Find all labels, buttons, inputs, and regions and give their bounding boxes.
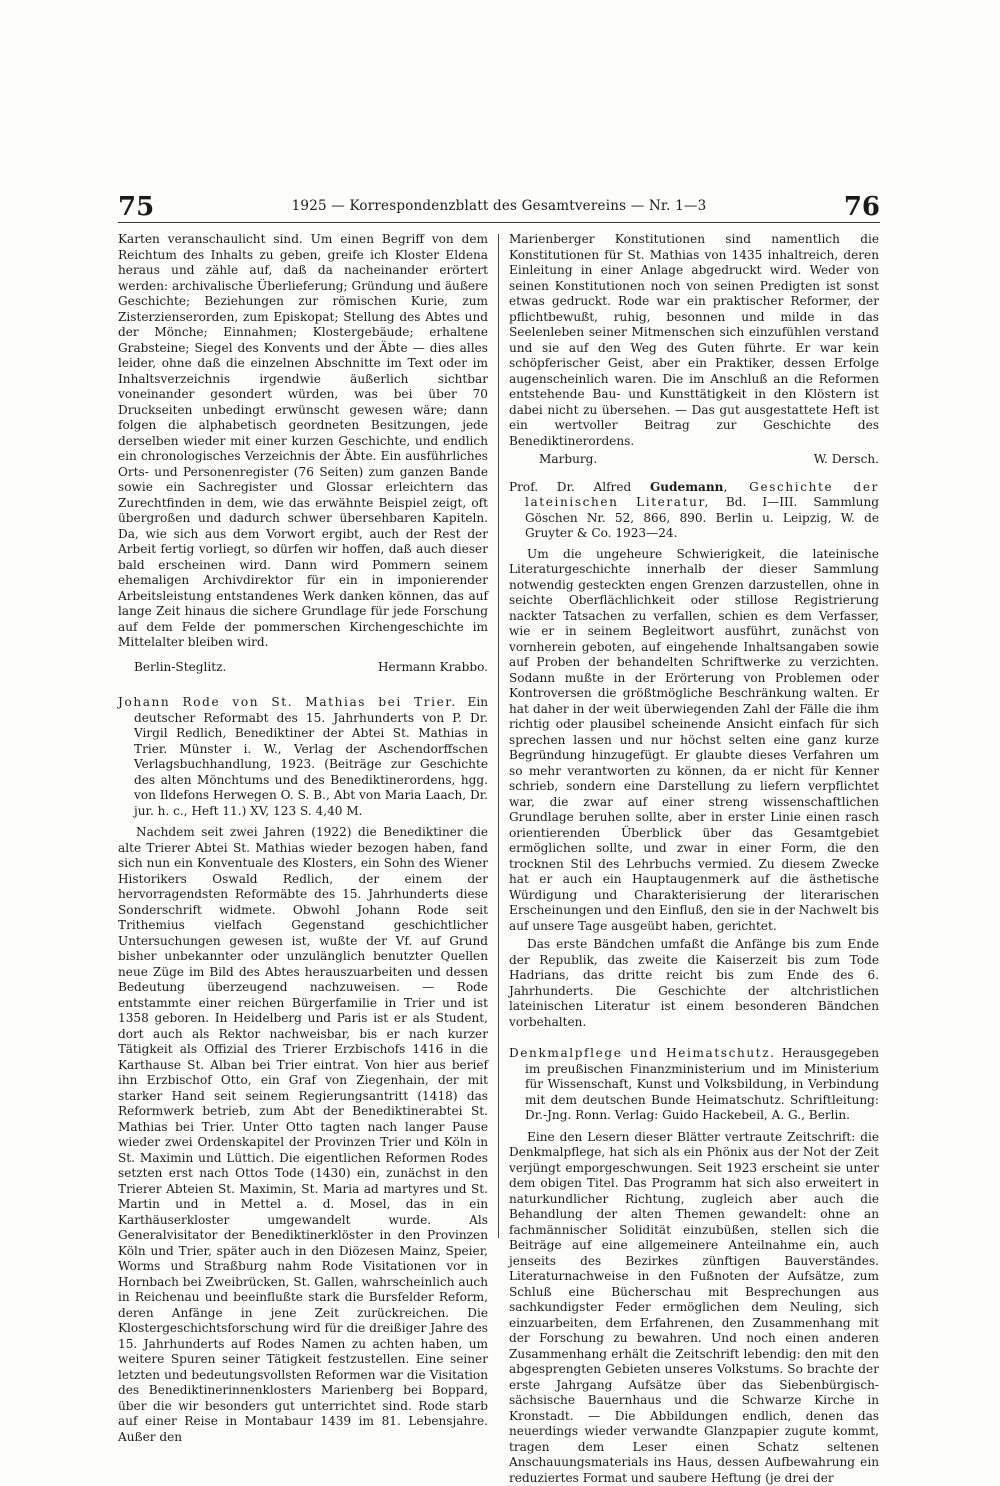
paragraph: Nachdem seit zwei Jahren (1922) die Benediktiner die alte Trierer Abtei St. Mathias wieder bezogen haben, fand sich nun ein Konventuale des Klosters, ein Sohn des Wiener Historikers Oswald Redlich, der einem der hervorragendsten Reformäbte des 15. Jahrhunderts diese Sonderschrift widmete. Obwohl Johann Rode seit Trithemius vielfach Gegenstand geschichtlicher Untersuchungen gewesen ist, wußte der Vf. auf Grund bisher unbekannter oder unzulänglich benutzter Quellen neue Züge im Bild des Abtes herauszuarbeiten und dessen Bedeutung überzeugend nachzuweisen. — Rode entstammte einer reichen Bürgerfamilie in Trier und ist 1358 geboren. In Heidelberg und Paris ist er als Student, dort auch als Rektor nachweisbar, bis er nach kurzer Tätigkeit als Offizial des Trierer Erzbischofs 1416 in die Karthause St. Alban bei Trier eintrat. Von hier aus berief ihn Erzbischof Otto, ein Graf von Ziegenhain, der mit starker Hand seit seinem Regierungsantritt (1418) das Reformwerk betrieb, zum Abt der Benediktinerabtei St. Mathias bei Trier. Unter Otto tagten nach langer Pause wieder zwei Ordenskapitel der Provinzen Trier und Köln in St. Maximin und Lüttich. Die eigentlichen Reformen Rodes setzten erst nach Ottos Tode (1430) ein, zunächst in den Trierer Abteien St. Maximin, St. Maria ad martyres und St. Martin und in Mettel a. d. Mosel, das in ein Karthäuserkloster umgewandelt wurde. Als Generalvisitator der Benediktinerklöster in den Provinzen Köln und Trier, später auch in den Diözesen Mainz, Speier, Worms und Straßburg nahm Rode Visitationen vor in Hornbach bei Zweibrücken, St. Gallen, wahrscheinlich auch in Reichenau und beeinflußte stark die Bursfelder Reform, deren Anfänge in jene Zeit zurückreichen. Die Klostergeschichtsforschung wird für die dreißiger Jahre des 15. Jahrhunderts auf Rodes Namen zu achten haben, um weitere Spuren seiner Tätigkeit festzustellen. Eine seiner letzten und bedeutungsvollsten Reformen war die Visitation des Benediktinerinnenklosters Marienberg bei Boppard, über die wir besonders gut unterrichtet sind. Rode starb auf einer Reise in Montabaur 1439 im 81. Lebensjahre. Außer den [118,825,488,1445]
review-bibliography: Ein deutscher Reformabt des 15. Jahrhunderts von P. Dr. Virgil Redlich, Benediktiner der Abtei St. Mathias in Trier. Münster i. W., Verlag der Aschendorffschen Verlagsbuchhandlung, 1923. (Beiträge zur Geschichte des alten Mönchtums und des Benediktinerordens, hgg. von Ildefons Herwegen O. S. B., Abt von Maria Laach, Dr. jur. h. c., Heft 11.) XV, 123 S. 4,40 M. [134,695,488,818]
right-column [509,232,879,1486]
header-rule [118,222,880,223]
review-heading [118,695,488,819]
signature [539,452,879,468]
paragraph: Eine den Lesern dieser Blätter vertraute Zeitschrift: die Denkmalpflege, hat sich als ein Phönix aus der Not der Zeit verjüngt emporgeschwungen. Seit 1923 erscheint sie unter dem obigen Titel. Das Programm hat sich also erweitert in naturkundlicher Richtung, zugleich aber auch die Behandlung der alten Themen gewandelt: ohne an fachmännischer Solidität einzubüßen, stellen sich die Beiträge auf eine allgemeinere Anteilnahme ein, auch jenseits des Bezirkes zünftigen Bauverständes. Literaturnachweise in den Fußnoten der Aufsätze, zum Schluß eine Bücherschau mit Besprechungen aus sachkundigster Feder ermöglichen dem Neuling, sich einzuarbeiten, dem Erfahrenen, den Zusammenhang mit der Forschung zu bewahren. Und noch einen anderen Zusammenhang erhält die Zeitschrift lebendig: den mit den abgesprengten Gebieten unseres Volkstums. So brachte der erste Jahrgang Aufsätze über das Siebenbürgisch-sächsische Bauernhaus und die Schwarze Kirche in Kronstadt. — Die Abbildungen endlich, denen das neuerdings wieder verwandte Glanzpapier zugute kommt, tragen dem Leser einen Schatz seltenen Anschauungsmaterials ins Haus, dessen Aufbewahrung ein reduziertes Format und saubere Heftung (je drei der [509,1130,879,1486]
column-divider [498,234,499,1238]
signature-name: W. Dersch. [814,452,879,468]
signature-name: Hermann Krabbo. [378,660,488,676]
running-title: 1925 — Korrespondenzblatt des Gesamtvereins — Nr. 1—3 [118,196,880,216]
review-title: Denkmalpflege und Heimatschutz. [509,1046,776,1060]
signature [134,660,488,676]
paragraph: Karten veranschaulicht sind. Um einen Begriff von dem Reichtum des Inhalts zu geben, greife ich Kloster Eldena heraus und zähle auf, daß da nacheinander erörtert werden: archivalische Überlieferung; Gründung und äußere Geschichte; Beziehungen zur römischen Kurie, zum Zisterzienserorden, zum Episkopat; Stellung des Abtes und der Mönche; Einnahmen; Klostergebäude; erhaltene Grabsteine; Siegel des Konvents und der Äbte — dies alles leider, ohne daß die einzelnen Abschnitte im Text oder im Inhaltsverzeichnis irgendwie äußerlich sichtbar voneinander gesondert würden, was bei über 70 Druckseiten unbedingt erwünscht gewesen wäre; dann folgen die alphabetisch geordneten Besitzungen, jede derselben wieder mit einer kurzen Geschichte, und endlich ein chronologisches Verzeichnis der Äbte. Ein ausführliches Orts- und Personenregister (76 Seiten) zum ganzen Bande sowie ein Sachregister und Glossar erleichtern das Zurechtfinden in dem, wie das erwähnte Beispiel zeigt, oft übergroßen und dadurch schwer übersehbaren Kapiteln. Da, wie sich aus dem Vorwort ergibt, auch der Rest der Arbeit fertig vorliegt, so dürfen wir hoffen, daß auch dieser bald erscheinen wird. Dann wird Pommern seinem ehemaligen Archivdirektor für ein in imponierender Arbeitsleistung entstandenes Werk danken können, das auf lange Zeit hinaus die sichere Grundlage für jede Forschung auf dem Felde der pommerschen Kirchengeschichte im Mittelalter bleiben wird. [118,232,488,651]
review-author: Gudemann [650,480,724,494]
review-title: Johann Rode von St. Mathias bei Trier. [118,695,457,709]
left-column [118,232,488,1445]
review-heading [509,480,879,542]
page-number-left: 75 [118,192,154,222]
page-number-right: 76 [844,192,880,222]
review-bibliography: Herausgegeben im preußischen Finanzministerium und im Ministerium für Wissenschaft, Kunst und Volksbildung, in Verbindung mit dem deutschen Bunde Heimatschutz. Schriftleitung: Dr.-Jng. Ronn. Verlag: Guido Hackebeil, A. G., Berlin. [525,1046,879,1122]
paragraph: Das erste Bändchen umfaßt die Anfänge bis zum Ende der Republik, das zweite die Kaiserzeit bis zum Tode Hadrians, das dritte reicht bis zum Ende des 6. Jahrhunderts. Die Geschichte der altchristlichen lateinischen Literatur ist einem besonderen Bändchen vorbehalten. [509,937,879,1030]
page-header [118,192,880,222]
signature-place: Berlin-Steglitz. [134,660,226,676]
review-lead: Prof. Dr. Alfred [509,480,650,494]
review-title: , Geschichte der lateinischen Literatur, [525,480,879,510]
review-bibliography: Bd. I—III. Sammlung Göschen Nr. 52, 866, 890. Berlin u. Leipzig, W. de Gruyter & Co. 1923—24. [525,495,879,540]
paragraph: Um die ungeheure Schwierigkeit, die lateinische Literaturgeschichte innerhalb der dieser Sammlung notwendig gesteckten engen Grenzen darzustellen, ohne in seichte Oberflächlichkeit oder stillose Registrierung nackter Tatsachen zu verfallen, schien es dem Verfasser, wie er in seinem Begleitwort ausführt, zunächst von vornherein geboten, auf eingehende Inhaltsangaben sowie auf Proben der behandelten Schriftwerke zu verzichten. Sodann mußte in der Erörterung von Problemen oder Kontroversen die größtmögliche Beschränkung walten. Er hat daher in der weit überwiegenden Zahl der Fälle die ihm richtig oder plausibel scheinende Ansicht einfach für sich sprechen lassen und nur höchst selten eine ganz kurze Begründung hinzugefügt. Er glaubte dieses Verfahren um so mehr verantworten zu können, da er nicht für Kenner schrieb, sondern eine Darstellung zu liefern verpflichtet war, die zwar auf einer streng wissenschaftlichen Grundlage beruhen sollte, aber in erster Linie einen rasch orientierenden Überblick über das Gesamtgebiet ermöglichen sollte, und zwar in einer Form, die den trocknen Stil des Lehrbuchs vermied. Zu diesem Zwecke hat er auch ein Hauptaugenmerk auf die ästhetische Würdigung und Charakterisierung der literarischen Erscheinungen und den Einfluß, den sie in der Nachwelt bis auf unsere Tage ausgeübt haben, gerichtet. [509,547,879,935]
paragraph: Marienberger Konstitutionen sind namentlich die Konstitutionen für St. Mathias von 1435 inhaltreich, deren Einleitung in einer Anlage abgedruckt wird. Weder von seinen Konstitutionen noch von seinen Predigten ist sonst etwas gedruckt. Rode war ein praktischer Reformer, der pflichtbewußt, ruhig, besonnen und milde in das Seelenleben seiner Mitmenschen sich einzufühlen verstand und sie auf den Weg des Guten führte. Er war kein schöpferischer Geist, aber ein Praktiker, dessen Erfolge augenscheinlich waren. Die im Anschluß an die Reformen entstehende Bau- und Kunsttätigkeit in den Klöstern ist dabei nicht zu übersehen. — Das gut ausgestattete Heft ist ein wertvoller Beitrag zur Geschichte des Benediktinerordens. [509,232,879,449]
signature-place: Marburg. [539,452,597,468]
review-heading [509,1046,879,1124]
